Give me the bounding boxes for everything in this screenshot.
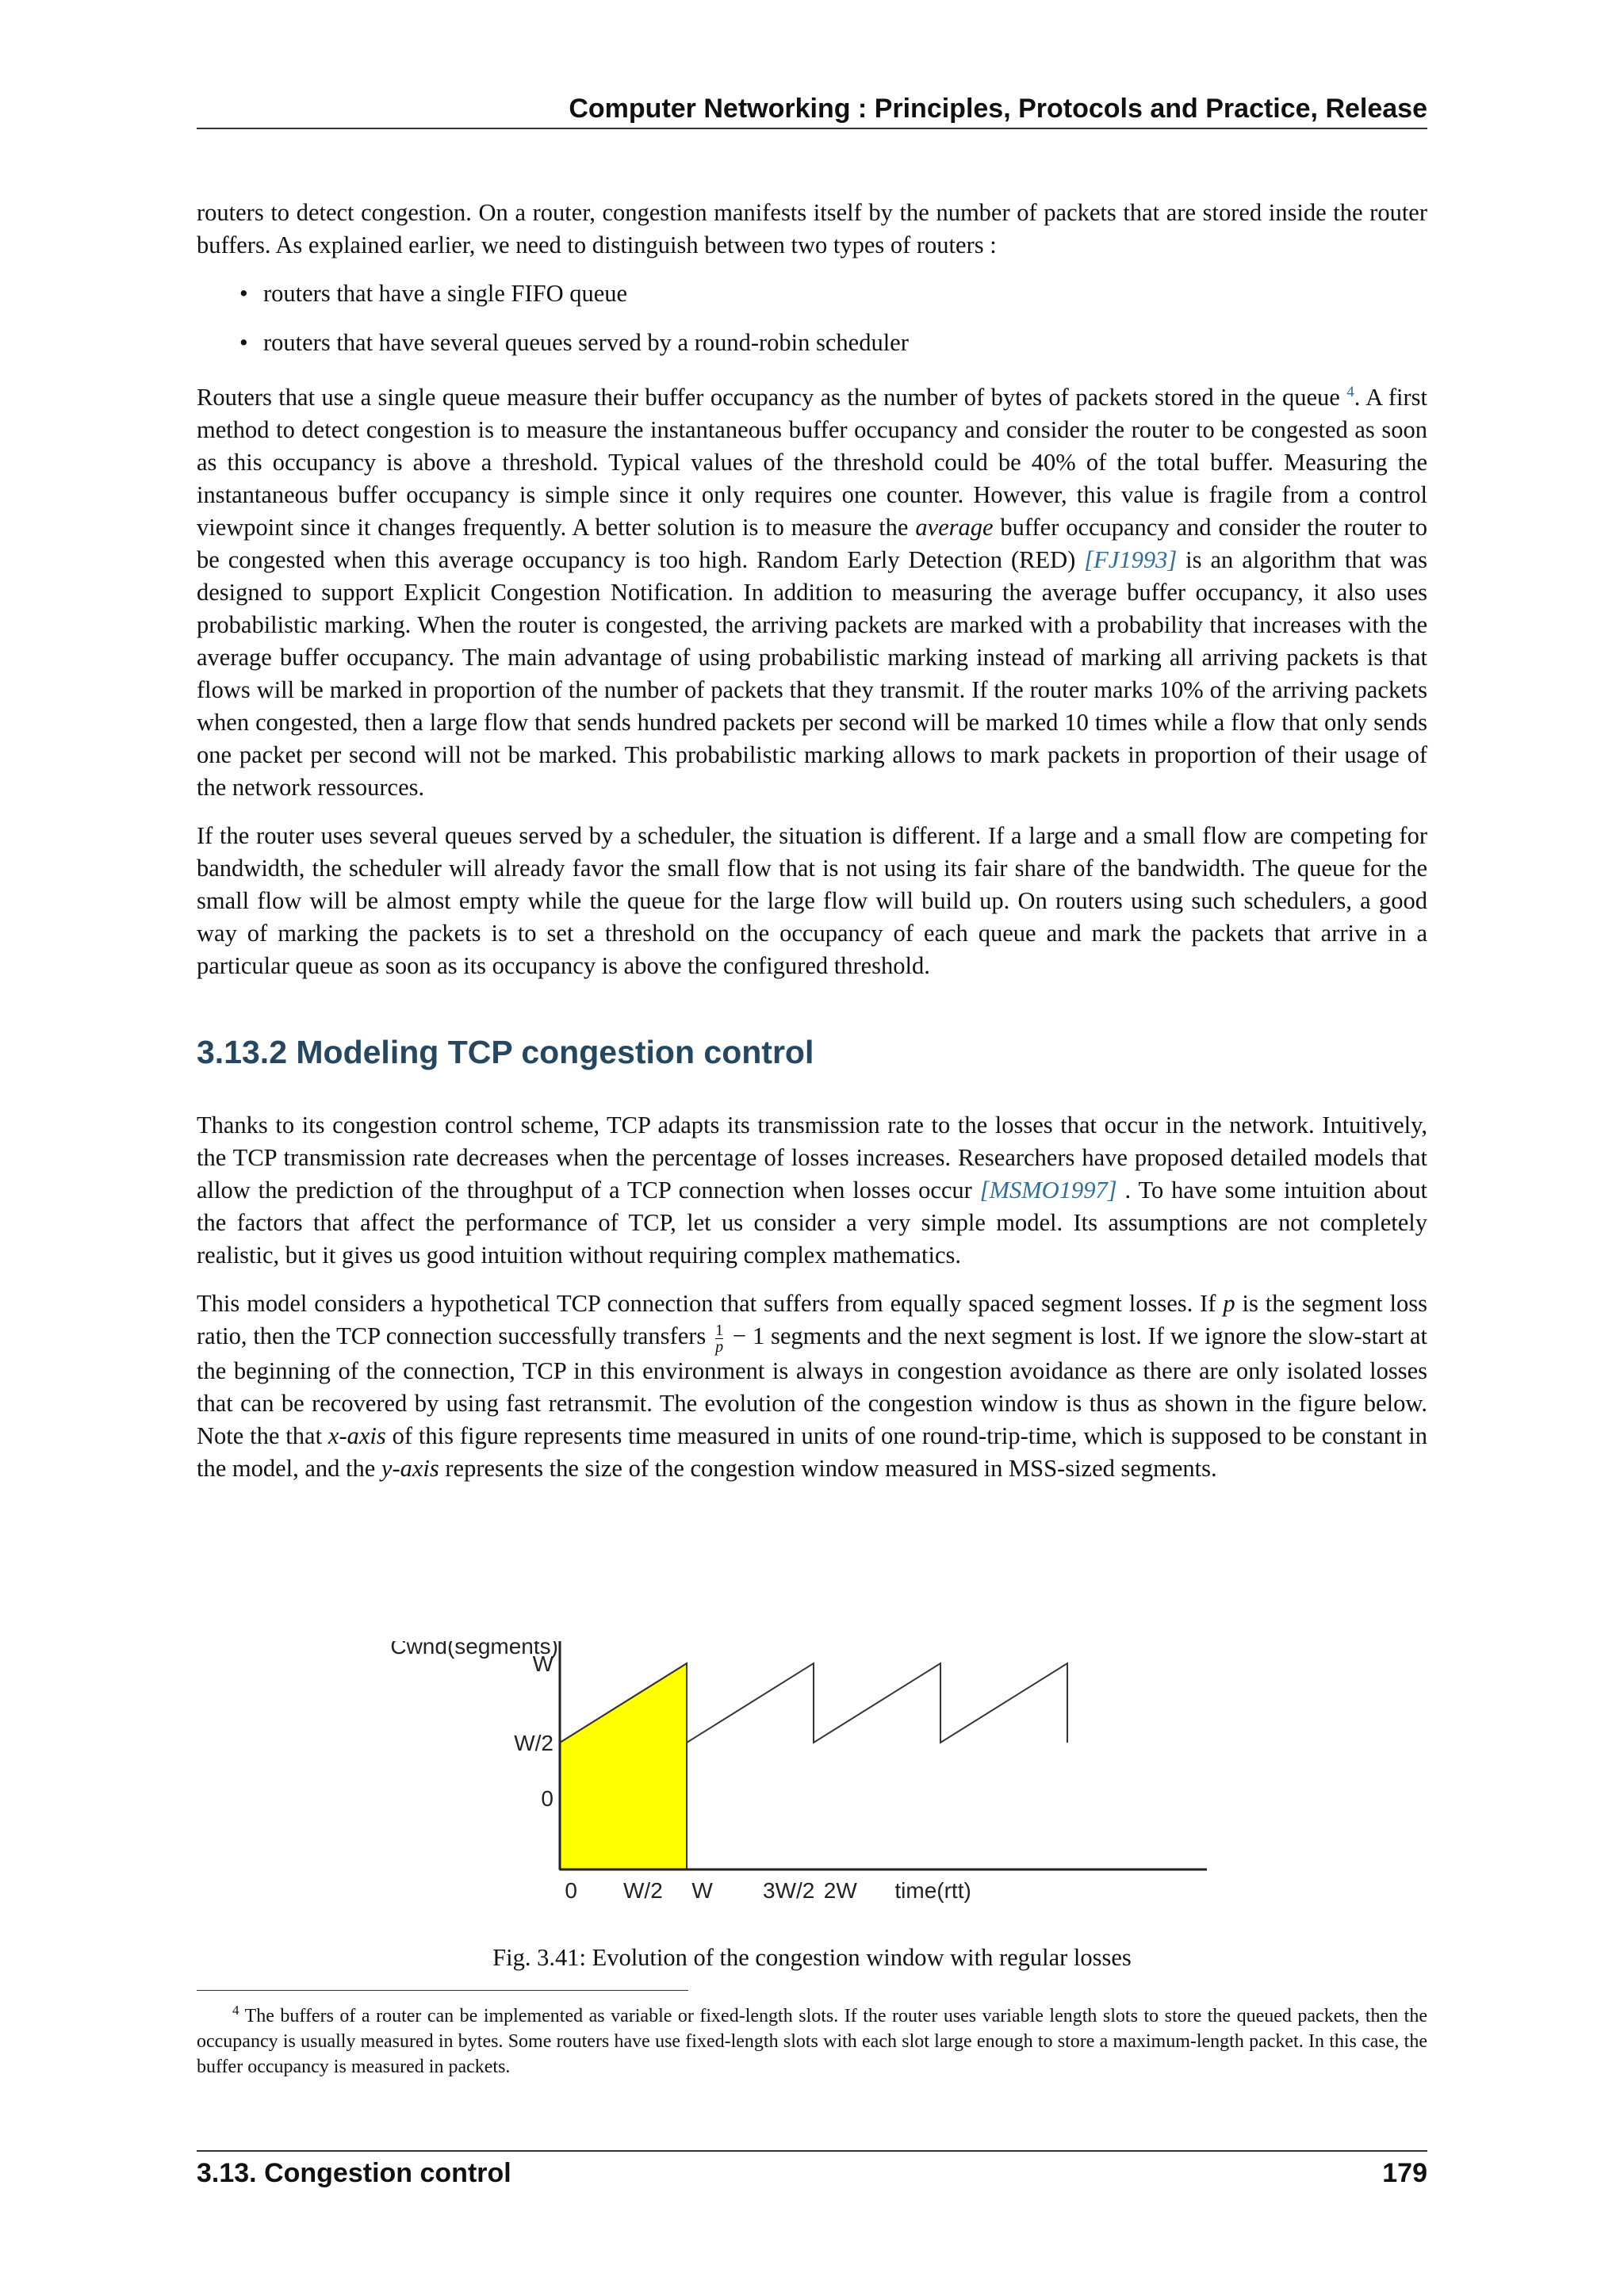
citation-link-msmo1997[interactable]: [MSMO1997] (979, 1177, 1117, 1204)
x-tick-label: W (691, 1878, 713, 1903)
paragraph-single-queue: Routers that use a single queue measure their buffer occupancy as the number of bytes of packets stored in the queue $^4$. A first method to detect congestion is to measure the instantaneous buffer occupancy and consider the router to be congested as soon as this occupancy is above a threshold. Typical values of the threshold could be 40% of the total buffer. Measuring the instantaneous buffer occupancy is simple since it only requires one counter. However, this value is fragile from a control viewpoint since it changes frequently. A better solution is to measure the average buffer occupancy and consider the router to be congested when this average occupancy is too high. Random Early Detection (RED) [FJ1993] is an algorithm that was designed to support Explicit Congestion Notification. In addition to measuring the average buffer occupancy, it also uses probabilistic marking. When the router is congested, the arriving packets are marked with a probability that increases with the average buffer occupancy. The main advantage of using probabilistic marking instead of marking all arriving packets is that flows will be marked in proportion of the number of packets that they transmit. If the router marks 10% of the arriving packets when congested, then a large flow that sends hundred packets per second will be marked 10 times while a flow that only sends one packet per second will not be marked. This probabilistic marking allows to mark packets in proportion of their usage of the network ressources. (197, 384, 1428, 802)
paragraph-scheduler: If the router uses several queues served by a scheduler, the situation is different. If a large and a small flow are competing for bandwidth, the scheduler will already favor the small flow that is not using its fair share of the bandwidth. The queue for the small flow will be almost empty while the queue for the large flow will build up. On routers using such schedulers, a good way of marking the packets is to set a threshold on the occupancy of each queue and mark the packets that arrive in a particular queue as soon as its occupancy is above the configured threshold. (197, 822, 1427, 980)
list-item: • routers that have a single FIFO queue (239, 280, 628, 307)
list-item: • routers that have several queues served by a round-robin scheduler (239, 329, 909, 356)
cwnd-figure (355, 1641, 1259, 1934)
x-tick-label: 0 (565, 1878, 577, 1903)
citation-link-fj1993[interactable]: [FJ1993] (1084, 546, 1178, 574)
x-axis-label: time(rtt) (894, 1878, 971, 1903)
y-tick-label: W/2 (514, 1731, 553, 1755)
x-tick-label: W/2 (623, 1878, 663, 1903)
router-types-list (197, 277, 1427, 359)
page-body (197, 197, 1427, 1501)
footer-section: 3.13. Congestion control (197, 2158, 511, 2188)
footnote-rule (197, 1990, 688, 1991)
header-rule (197, 128, 1427, 129)
x-tick-label: 3W/2 (763, 1878, 815, 1903)
page-number: 179 (1382, 2158, 1427, 2188)
paragraph-intro: routers to detect congestion. On a router, congestion manifests itself by the number of packets that are stored inside the router buffers. As explained earlier, we need to distinguish between two types of routers : (197, 199, 1427, 258)
footer-rule (197, 2150, 1427, 2152)
cwnd-chart (355, 1641, 1259, 1934)
section-heading: 3.13.2 Modeling TCP congestion control (197, 1034, 814, 1071)
figure-caption: Fig. 3.41: Evolution of the congestion window with regular losses (492, 1944, 1132, 1971)
x-tick-label: 2W (823, 1878, 857, 1903)
paragraph-model: This model considers a hypothetical TCP connection that suffers from equally spaced segment losses. If p is the segment loss ratio, then the TCP connection successfully transfers $\frac{1}{p}$ − 1 segments and the next segment is lost. If we ignore the slow-start at the beginning of the connection, TCP in this environment is always in congestion avoidance as there are only isolated losses that can be recovered by using fast retransmit. The evolution of the congestion window is thus as shown in the figure below. Note the that x-axis of this figure represents time measured in units of one round-trip-time, which is supposed to be constant in the model, and the y-axis represents the size of the congestion window measured in MSS-sized segments. (197, 1290, 1428, 1482)
shaded-region (560, 1663, 687, 1869)
y-tick-label: 0 (541, 1786, 553, 1811)
y-tick-label: W (532, 1651, 553, 1676)
paragraph-modeling: Thanks to its congestion control scheme, TCP adapts its transmission rate to the losses that occur in the network. Intuitively, the TCP transmission rate decreases when the percentage of losses increases. Researchers have proposed detailed models that allow the prediction of the throughput of a TCP connection when losses occur [MSMO1997] . To have some intuition about the factors that affect the performance of TCP, let us consider a very simple model. Its assumptions are not completely realistic, but it gives us good intuition without requiring complex mathematics. (197, 1112, 1427, 1269)
footnote: $^4$ The buffers of a router can be implemented as variable or fixed-length slots. If the router uses variable length slots to store the queued packets, then the occupancy is usually measured in bytes. Some routers have use fixed-length slots with each slot large enough to store a maximum-length packet. In this case, the buffer occupancy is measured in packets. (197, 2003, 1427, 2077)
footnote-ref-link[interactable]: 4 (1346, 384, 1354, 400)
y-axis-label: Cwnd(segments) (390, 1641, 558, 1659)
fraction-one-over-p: $\frac{1}{p}$ (715, 1321, 724, 1356)
running-header: Computer Networking : Principles, Protocols and Practice, Release (569, 94, 1427, 124)
